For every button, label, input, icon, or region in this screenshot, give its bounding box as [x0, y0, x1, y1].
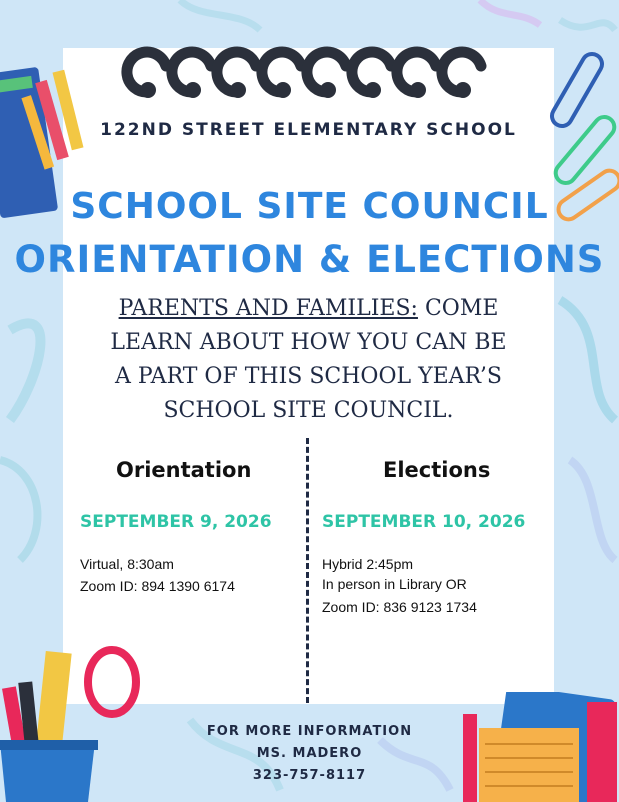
intro-line2: LEARN ABOUT HOW YOU CAN BE: [110, 330, 507, 355]
contact-phone: 323-757-8117: [252, 768, 367, 783]
contact-name: MS. MADERO: [256, 746, 363, 761]
binder-rings-icon: [118, 26, 488, 98]
elections-zoom-id: Zoom ID: 836 9123 1734: [322, 599, 477, 615]
orientation-zoom-id: Zoom ID: 894 1390 6174: [80, 578, 235, 594]
orientation-time: Virtual, 8:30am: [80, 556, 174, 572]
intro-lead: PARENTS AND FAMILIES:: [118, 296, 418, 321]
intro-line1-rest: COME: [417, 296, 499, 321]
intro-line4: SCHOOL SITE COUNCIL.: [163, 398, 454, 423]
elections-time: Hybrid 2:45pm: [322, 556, 414, 572]
flyer-title-line1: SCHOOL SITE COUNCIL: [70, 186, 549, 227]
elections-heading: Elections: [383, 458, 491, 482]
intro-line1: [70, 292, 547, 326]
school-name: 122ND STREET ELEMENTARY SCHOOL: [100, 120, 517, 140]
orientation-heading: Orientation: [116, 458, 252, 482]
paperclips-icon: [545, 40, 619, 260]
contact-heading: FOR MORE INFORMATION: [206, 724, 413, 739]
intro-text: [70, 292, 547, 428]
elections-date: SEPTEMBER 10, 2026: [322, 512, 526, 532]
orientation-date: SEPTEMBER 9, 2026: [80, 512, 272, 532]
elections-location: In person in Library OR: [322, 576, 467, 592]
intro-line3: A PART OF THIS SCHOOL YEAR’S: [115, 364, 502, 389]
flyer-title-line2: ORIENTATION & ELECTIONS: [14, 238, 605, 281]
column-divider: [306, 438, 309, 703]
